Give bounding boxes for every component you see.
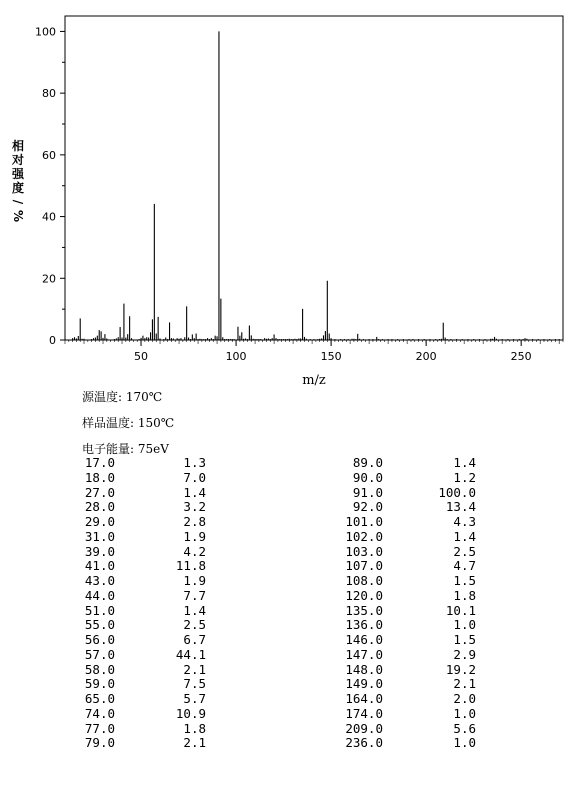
mz-value: 103.0 — [345, 543, 383, 559]
x-tick-label: 100 — [225, 350, 247, 363]
mz-value: 18.0 — [84, 469, 115, 485]
intensity-value: 1.0 — [453, 735, 476, 751]
table-row-right — [0, 692, 570, 706]
mz-value: 147.0 — [345, 646, 383, 662]
intensity-value: 1.4 — [453, 455, 476, 470]
electron-energy: 电子能量: 75eV — [82, 442, 169, 456]
mz-value: 29.0 — [84, 514, 115, 529]
mz-value: 41.0 — [84, 558, 115, 574]
intensity-value: 4.2 — [183, 543, 206, 559]
y-axis-label-char: 度 — [11, 181, 25, 195]
y-axis-label — [11, 138, 25, 222]
intensity-value: 1.5 — [453, 632, 476, 647]
table-row-right — [0, 722, 570, 736]
y-tick-label: 80 — [42, 87, 56, 101]
mz-value: 146.0 — [345, 632, 383, 647]
x-axis-label: m/z — [302, 373, 326, 388]
y-tick-label: 40 — [42, 210, 56, 224]
mz-value: 135.0 — [345, 602, 383, 618]
intensity-value: 7.7 — [183, 587, 206, 603]
mz-value: 51.0 — [84, 602, 115, 618]
mz-value: 31.0 — [84, 528, 115, 544]
sample-temperature: 样品温度: 150℃ — [82, 416, 175, 430]
mz-value: 55.0 — [84, 617, 115, 633]
intensity-value: 100.0 — [438, 484, 476, 500]
mz-value: 164.0 — [345, 691, 383, 706]
intensity-value: 1.4 — [183, 484, 206, 500]
mz-value: 102.0 — [345, 528, 383, 544]
intensity-value: 13.4 — [445, 499, 476, 515]
plot-frame — [65, 16, 563, 340]
plot-border — [65, 16, 563, 340]
mz-value: 91.0 — [352, 484, 383, 500]
mz-value: 65.0 — [84, 691, 115, 706]
mz-value: 120.0 — [345, 587, 383, 603]
table-row-right — [0, 707, 570, 721]
table-row-right — [0, 589, 570, 603]
mz-value: 101.0 — [345, 514, 383, 529]
table-row-right — [0, 545, 570, 559]
intensity-value: 1.3 — [183, 455, 206, 470]
mass-spectrum-chart — [0, 0, 570, 388]
x-tick-label: 50 — [134, 350, 149, 363]
y-axis-label-char: 强 — [11, 167, 25, 181]
mz-value: 59.0 — [84, 676, 115, 692]
mz-value: 136.0 — [345, 617, 383, 633]
y-axis-label-char: % — [11, 209, 25, 223]
mz-value: 44.0 — [84, 587, 115, 603]
y-tick-label: 100 — [35, 25, 56, 39]
intensity-value: 5.7 — [183, 691, 206, 706]
mz-value: 39.0 — [84, 543, 115, 559]
intensity-value: 1.8 — [183, 720, 206, 736]
mz-value: 90.0 — [352, 469, 383, 485]
mz-value: 89.0 — [352, 455, 383, 470]
mz-value: 57.0 — [84, 646, 115, 662]
intensity-value: 1.0 — [453, 705, 476, 721]
intensity-value: 1.4 — [453, 528, 476, 544]
table-row-right — [0, 736, 570, 750]
source-temperature: 源温度: 170℃ — [82, 390, 163, 404]
mz-value: 108.0 — [345, 573, 383, 588]
intensity-value: 1.0 — [453, 617, 476, 633]
y-tick-label: 20 — [42, 272, 56, 286]
mz-value: 92.0 — [352, 499, 383, 515]
mz-value: 27.0 — [84, 484, 115, 500]
intensity-value: 4.7 — [453, 558, 476, 574]
table-row-right — [0, 604, 570, 618]
intensity-value: 7.5 — [183, 676, 206, 692]
table-row-right — [0, 633, 570, 647]
peak-bars — [73, 31, 560, 340]
intensity-value: 4.3 — [453, 514, 476, 529]
table-row-right — [0, 677, 570, 691]
table-row-right — [0, 486, 570, 500]
intensity-value: 1.9 — [183, 528, 206, 544]
table-row-right — [0, 530, 570, 544]
intensity-value: 1.5 — [453, 573, 476, 588]
mz-value: 236.0 — [345, 735, 383, 751]
intensity-value: 2.5 — [453, 543, 476, 559]
x-axis — [134, 340, 532, 363]
intensity-value: 2.1 — [453, 676, 476, 692]
mz-value: 174.0 — [345, 705, 383, 721]
y-axis-label-char: / — [11, 199, 25, 205]
mz-value: 43.0 — [84, 573, 115, 588]
intensity-value: 2.5 — [183, 617, 206, 633]
intensity-value: 2.8 — [183, 514, 206, 529]
mz-value: 56.0 — [84, 632, 115, 647]
minor-ticks — [65, 340, 563, 344]
table-row-right — [0, 500, 570, 514]
table-row-right — [0, 471, 570, 485]
intensity-value: 2.1 — [183, 735, 206, 751]
intensity-value: 7.0 — [183, 469, 206, 485]
intensity-value: 10.9 — [175, 705, 206, 721]
mz-value: 209.0 — [345, 720, 383, 736]
y-tick-label: 0 — [49, 334, 56, 347]
intensity-value: 2.9 — [453, 646, 476, 662]
intensity-value: 1.9 — [183, 573, 206, 588]
table-row-right — [0, 456, 570, 470]
y-axis — [35, 25, 65, 347]
y-axis-label-char: 对 — [11, 153, 25, 167]
intensity-value: 19.2 — [445, 661, 476, 677]
x-tick-label: 250 — [510, 350, 532, 363]
mz-value: 77.0 — [84, 720, 115, 736]
y-axis-label-char: 相 — [11, 139, 25, 153]
intensity-value: 6.7 — [183, 632, 206, 647]
table-row-right — [0, 618, 570, 632]
table-row-right — [0, 663, 570, 677]
mz-value: 58.0 — [84, 661, 115, 677]
mz-value: 148.0 — [345, 661, 383, 677]
intensity-value: 2.0 — [453, 691, 476, 706]
mz-value: 149.0 — [345, 676, 383, 692]
y-tick-label: 60 — [42, 148, 56, 162]
mz-value: 17.0 — [84, 455, 115, 470]
intensity-value: 44.1 — [175, 646, 206, 662]
table-row-right — [0, 574, 570, 588]
mz-value: 79.0 — [84, 735, 115, 751]
intensity-value: 10.1 — [445, 602, 476, 618]
intensity-value: 1.8 — [453, 587, 476, 603]
mz-value: 74.0 — [84, 705, 115, 721]
table-row-right — [0, 559, 570, 573]
intensity-value: 2.1 — [183, 661, 206, 677]
intensity-value: 1.4 — [183, 602, 206, 618]
x-tick-label: 200 — [415, 350, 437, 363]
intensity-value: 3.2 — [183, 499, 206, 515]
table-row-right — [0, 648, 570, 662]
x-tick-label: 150 — [320, 350, 342, 363]
mz-value: 28.0 — [84, 499, 115, 515]
intensity-value: 5.6 — [453, 720, 476, 736]
table-row-right — [0, 515, 570, 529]
intensity-value: 1.2 — [453, 469, 476, 485]
mz-value: 107.0 — [345, 558, 383, 574]
intensity-value: 11.8 — [175, 558, 206, 574]
